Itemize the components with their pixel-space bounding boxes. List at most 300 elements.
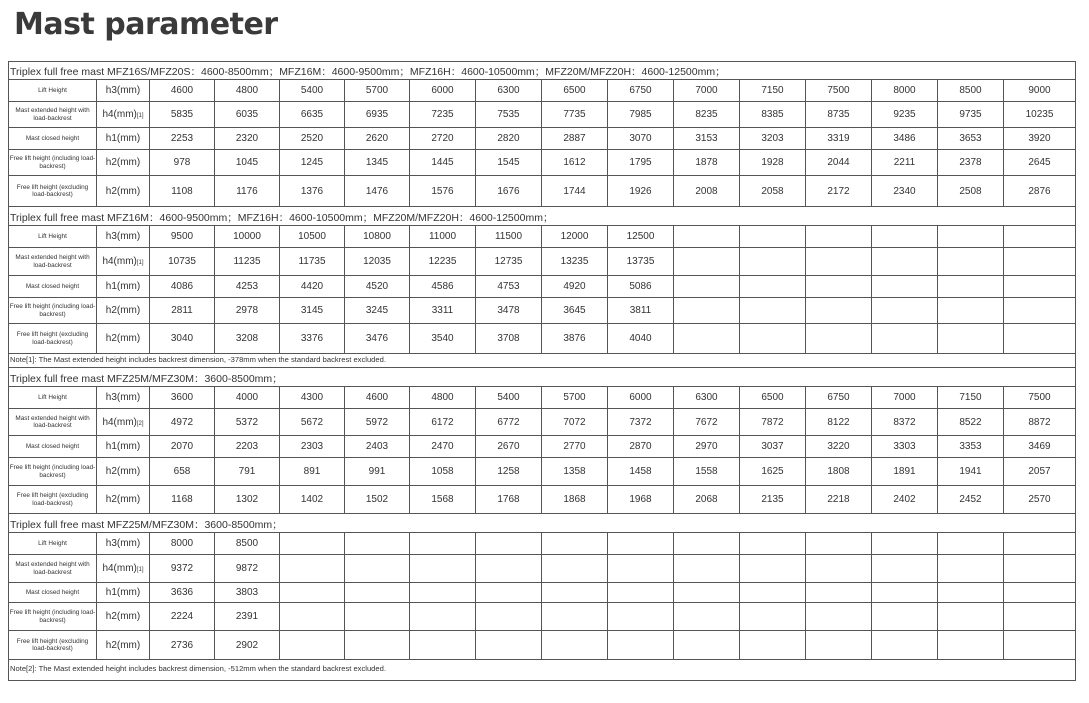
value-cell: 2452 (938, 486, 1004, 514)
value-cell: 6300 (674, 387, 740, 409)
row-label: Free lift height (excluding load-backrest) (9, 176, 97, 207)
value-cell (608, 533, 674, 555)
value-cell: 1108 (150, 176, 215, 207)
table-row (9, 176, 1076, 207)
value-cell (674, 603, 740, 631)
value-cell (674, 248, 740, 276)
row-label: Lift Height (9, 387, 97, 409)
table-row (9, 555, 1076, 583)
value-cell: 2508 (938, 176, 1004, 207)
value-cell: 4586 (410, 276, 476, 298)
value-cell (938, 324, 1004, 354)
value-cell: 6750 (608, 80, 674, 102)
param-symbol: h1(mm) (105, 133, 141, 144)
value-cell: 2736 (150, 631, 215, 660)
param-cell (97, 80, 150, 102)
value-cell: 3486 (872, 128, 938, 150)
table-row (9, 583, 1076, 603)
value-cell: 3600 (150, 387, 215, 409)
value-cell: 1458 (608, 458, 674, 486)
row-label: Free lift height (excluding load-backrest) (9, 486, 97, 514)
table-row (9, 458, 1076, 486)
value-cell: 8000 (150, 533, 215, 555)
value-cell (1004, 603, 1076, 631)
value-cell: 5972 (345, 409, 410, 436)
value-cell: 10800 (345, 226, 410, 248)
value-cell: 7150 (938, 387, 1004, 409)
value-cell: 11735 (280, 248, 345, 276)
param-symbol: h3(mm) (105, 538, 141, 549)
value-cell: 3636 (150, 583, 215, 603)
value-cell (674, 324, 740, 354)
value-cell: 2470 (410, 436, 476, 458)
value-cell (740, 631, 806, 660)
value-cell: 2811 (150, 298, 215, 324)
value-cell (806, 298, 872, 324)
value-cell: 3920 (1004, 128, 1076, 150)
value-cell: 9500 (150, 226, 215, 248)
param-symbol: h3(mm) (105, 85, 141, 96)
value-cell: 7985 (608, 102, 674, 128)
value-cell (872, 583, 938, 603)
value-cell: 2978 (215, 298, 280, 324)
value-cell: 4253 (215, 276, 280, 298)
value-cell (674, 298, 740, 324)
value-cell (1004, 533, 1076, 555)
value-cell: 3220 (806, 436, 872, 458)
value-cell (542, 533, 608, 555)
value-cell: 5372 (215, 409, 280, 436)
value-cell: 4753 (476, 276, 542, 298)
value-cell: 3376 (280, 324, 345, 354)
value-cell (674, 533, 740, 555)
value-cell (1004, 583, 1076, 603)
param-symbol: h2(mm) (105, 611, 141, 622)
value-cell: 2645 (1004, 150, 1076, 176)
note-marker: [1] (136, 113, 144, 119)
value-cell: 1245 (280, 150, 345, 176)
table-row (9, 603, 1076, 631)
row-label: Mast extended height with load-backrest (9, 409, 97, 436)
value-cell: 1545 (476, 150, 542, 176)
value-cell: 3653 (938, 128, 1004, 150)
value-cell: 5086 (608, 276, 674, 298)
value-cell: 3645 (542, 298, 608, 324)
value-cell: 3203 (740, 128, 806, 150)
value-cell: 1568 (410, 486, 476, 514)
table-row (9, 324, 1076, 354)
param-symbol: h2(mm) (105, 157, 141, 168)
value-cell (806, 603, 872, 631)
value-cell: 12735 (476, 248, 542, 276)
value-cell (872, 276, 938, 298)
value-cell (674, 276, 740, 298)
param-cell (97, 631, 150, 660)
value-cell: 4600 (150, 80, 215, 102)
value-cell: 4800 (410, 387, 476, 409)
value-cell (938, 248, 1004, 276)
param-symbol: h4(mm) (102, 563, 137, 574)
value-cell (938, 298, 1004, 324)
value-cell: 3478 (476, 298, 542, 324)
value-cell: 7150 (740, 80, 806, 102)
value-cell: 2620 (345, 128, 410, 150)
value-cell: 4520 (345, 276, 410, 298)
param-symbol: h2(mm) (105, 305, 141, 316)
value-cell: 6750 (806, 387, 872, 409)
row-label: Free lift height (excluding load-backrest) (9, 324, 97, 354)
row-label: Mast closed height (9, 436, 97, 458)
value-cell: 6000 (410, 80, 476, 102)
param-cell (97, 387, 150, 409)
section-heading-1: Triplex full free mast MFZ16S/MFZ20S：4600-8500mm；MFZ16M：4600-9500mm；MFZ16H：4600-10500mm；MFZ20M/MFZ20H：4600-12500mm； (10, 66, 726, 78)
value-cell: 5835 (150, 102, 215, 128)
value-cell: 1744 (542, 176, 608, 207)
table-row (9, 150, 1076, 176)
row-label: Mast extended height with load-backrest (9, 248, 97, 276)
value-cell: 1258 (476, 458, 542, 486)
row-label: Mast closed height (9, 128, 97, 150)
value-cell (872, 555, 938, 583)
value-cell: 8235 (674, 102, 740, 128)
value-cell (806, 226, 872, 248)
value-cell: 1926 (608, 176, 674, 207)
param-symbol: h2(mm) (105, 494, 141, 505)
page-title: Mast parameter (14, 7, 278, 42)
value-cell: 3876 (542, 324, 608, 354)
param-cell (97, 436, 150, 458)
table-row (9, 387, 1076, 409)
value-cell (740, 324, 806, 354)
note-marker: [1] (136, 260, 144, 266)
value-cell: 11235 (215, 248, 280, 276)
value-cell (410, 603, 476, 631)
value-cell: 8122 (806, 409, 872, 436)
table-row (9, 409, 1076, 436)
value-cell: 6635 (280, 102, 345, 128)
value-cell: 1402 (280, 486, 345, 514)
value-cell: 6172 (410, 409, 476, 436)
table-row (9, 631, 1076, 660)
value-cell (872, 226, 938, 248)
value-cell: 5672 (280, 409, 345, 436)
table-row (9, 276, 1076, 298)
value-cell: 2070 (150, 436, 215, 458)
value-cell: 2135 (740, 486, 806, 514)
value-cell: 7235 (410, 102, 476, 128)
value-cell: 3476 (345, 324, 410, 354)
value-cell (806, 555, 872, 583)
value-cell: 13235 (542, 248, 608, 276)
value-cell: 12000 (542, 226, 608, 248)
value-cell: 1808 (806, 458, 872, 486)
value-cell (410, 631, 476, 660)
value-cell (1004, 324, 1076, 354)
value-cell (806, 248, 872, 276)
value-cell: 2770 (542, 436, 608, 458)
value-cell: 6000 (608, 387, 674, 409)
value-cell: 2044 (806, 150, 872, 176)
param-symbol: h2(mm) (105, 333, 141, 344)
param-cell (97, 409, 150, 436)
param-symbol: h1(mm) (105, 587, 141, 598)
row-label: Lift Height (9, 226, 97, 248)
mast-table-2 (8, 225, 1076, 354)
value-cell: 2320 (215, 128, 280, 150)
row-label: Free lift height (including load-backrest) (9, 150, 97, 176)
value-cell: 9872 (215, 555, 280, 583)
value-cell: 1302 (215, 486, 280, 514)
value-cell: 1768 (476, 486, 542, 514)
section-heading-3: Triplex full free mast MFZ25M/MFZ30M：3600-8500mm； (10, 373, 283, 385)
value-cell: 1612 (542, 150, 608, 176)
value-cell: 8872 (1004, 409, 1076, 436)
value-cell (740, 555, 806, 583)
divider (8, 367, 1076, 368)
value-cell: 2670 (476, 436, 542, 458)
value-cell: 1358 (542, 458, 608, 486)
value-cell: 1058 (410, 458, 476, 486)
table-row (9, 436, 1076, 458)
param-symbol: h1(mm) (105, 441, 141, 452)
value-cell: 3040 (150, 324, 215, 354)
value-cell: 12500 (608, 226, 674, 248)
param-cell (97, 486, 150, 514)
value-cell: 1928 (740, 150, 806, 176)
value-cell: 7535 (476, 102, 542, 128)
value-cell: 6935 (345, 102, 410, 128)
value-cell (1004, 631, 1076, 660)
value-cell (938, 533, 1004, 555)
value-cell (938, 603, 1004, 631)
value-cell: 7500 (1004, 387, 1076, 409)
row-label: Mast extended height with load-backrest (9, 555, 97, 583)
param-cell (97, 102, 150, 128)
note-2: Note[2]: The Mast extended height includes backrest dimension, -512mm when the standard backrest excluded. (10, 664, 386, 673)
value-cell: 3303 (872, 436, 938, 458)
param-cell (97, 226, 150, 248)
value-cell: 5400 (476, 387, 542, 409)
value-cell (410, 555, 476, 583)
value-cell (872, 533, 938, 555)
value-cell: 1045 (215, 150, 280, 176)
value-cell (1004, 248, 1076, 276)
value-cell: 10000 (215, 226, 280, 248)
value-cell: 3469 (1004, 436, 1076, 458)
param-cell (97, 533, 150, 555)
param-symbol: h2(mm) (105, 185, 141, 197)
value-cell (872, 298, 938, 324)
value-cell: 3153 (674, 128, 740, 150)
value-cell (674, 631, 740, 660)
row-label: Free lift height (including load-backrest) (9, 603, 97, 631)
param-symbol: h2(mm) (105, 466, 141, 477)
value-cell (280, 583, 345, 603)
value-cell (476, 603, 542, 631)
value-cell: 8500 (215, 533, 280, 555)
param-cell (97, 603, 150, 631)
value-cell: 4920 (542, 276, 608, 298)
value-cell: 2218 (806, 486, 872, 514)
param-symbol: h1(mm) (105, 281, 141, 292)
value-cell (740, 248, 806, 276)
value-cell: 7000 (674, 80, 740, 102)
value-cell: 4040 (608, 324, 674, 354)
param-cell (97, 583, 150, 603)
value-cell: 8522 (938, 409, 1004, 436)
value-cell: 2876 (1004, 176, 1076, 207)
param-symbol: h3(mm) (105, 392, 141, 403)
param-symbol: h2(mm) (105, 639, 141, 651)
value-cell: 3803 (215, 583, 280, 603)
value-cell: 6300 (476, 80, 542, 102)
value-cell (740, 226, 806, 248)
value-cell (476, 555, 542, 583)
value-cell: 3540 (410, 324, 476, 354)
value-cell: 9000 (1004, 80, 1076, 102)
value-cell: 3070 (608, 128, 674, 150)
value-cell: 7672 (674, 409, 740, 436)
value-cell: 2870 (608, 436, 674, 458)
param-cell (97, 128, 150, 150)
value-cell: 2068 (674, 486, 740, 514)
value-cell: 8372 (872, 409, 938, 436)
value-cell: 12235 (410, 248, 476, 276)
row-label: Free lift height (including load-backrest) (9, 298, 97, 324)
value-cell: 7000 (872, 387, 938, 409)
value-cell (476, 583, 542, 603)
value-cell: 6500 (740, 387, 806, 409)
value-cell: 2058 (740, 176, 806, 207)
value-cell (280, 533, 345, 555)
value-cell (1004, 226, 1076, 248)
value-cell: 9735 (938, 102, 1004, 128)
value-cell: 2057 (1004, 458, 1076, 486)
value-cell: 4300 (280, 387, 345, 409)
value-cell: 791 (215, 458, 280, 486)
value-cell: 7072 (542, 409, 608, 436)
value-cell (542, 583, 608, 603)
value-cell: 1376 (280, 176, 345, 207)
value-cell: 1968 (608, 486, 674, 514)
value-cell (345, 555, 410, 583)
value-cell (938, 276, 1004, 298)
value-cell (542, 603, 608, 631)
value-cell: 3708 (476, 324, 542, 354)
value-cell (476, 631, 542, 660)
value-cell: 3353 (938, 436, 1004, 458)
value-cell: 3037 (740, 436, 806, 458)
value-cell: 8385 (740, 102, 806, 128)
value-cell: 891 (280, 458, 345, 486)
value-cell: 2570 (1004, 486, 1076, 514)
value-cell: 4800 (215, 80, 280, 102)
row-label: Lift Height (9, 533, 97, 555)
value-cell: 2303 (280, 436, 345, 458)
value-cell (938, 555, 1004, 583)
value-cell: 1502 (345, 486, 410, 514)
value-cell: 3319 (806, 128, 872, 150)
value-cell: 991 (345, 458, 410, 486)
value-cell: 2902 (215, 631, 280, 660)
param-cell (97, 555, 150, 583)
value-cell (542, 631, 608, 660)
value-cell: 5700 (345, 80, 410, 102)
section-heading-2: Triplex full free mast MFZ16M：4600-9500mm；MFZ16H：4600-10500mm；MFZ20M/MFZ20H：4600-12500mm； (10, 212, 554, 224)
value-cell (542, 555, 608, 583)
table-row (9, 533, 1076, 555)
value-cell: 9235 (872, 102, 938, 128)
value-cell (476, 533, 542, 555)
row-label: Mast extended height with load-backrest (9, 102, 97, 128)
note-marker: [1] (136, 567, 144, 573)
value-cell (806, 533, 872, 555)
table-row (9, 248, 1076, 276)
param-cell (97, 276, 150, 298)
value-cell: 1558 (674, 458, 740, 486)
value-cell: 9372 (150, 555, 215, 583)
value-cell: 5400 (280, 80, 345, 102)
value-cell: 8735 (806, 102, 872, 128)
value-cell (608, 631, 674, 660)
table-row (9, 486, 1076, 514)
value-cell: 6772 (476, 409, 542, 436)
value-cell (872, 631, 938, 660)
value-cell: 4600 (345, 387, 410, 409)
value-cell: 1891 (872, 458, 938, 486)
table-row (9, 226, 1076, 248)
value-cell: 8500 (938, 80, 1004, 102)
table-row (9, 80, 1076, 102)
value-cell: 2224 (150, 603, 215, 631)
value-cell (872, 603, 938, 631)
section-heading-4: Triplex full free mast MFZ25M/MFZ30M：3600-8500mm； (10, 519, 283, 531)
value-cell (938, 226, 1004, 248)
value-cell (806, 276, 872, 298)
value-cell: 10500 (280, 226, 345, 248)
value-cell: 2970 (674, 436, 740, 458)
value-cell (608, 603, 674, 631)
value-cell: 1476 (345, 176, 410, 207)
value-cell (345, 631, 410, 660)
param-cell (97, 150, 150, 176)
value-cell: 6500 (542, 80, 608, 102)
value-cell: 4972 (150, 409, 215, 436)
value-cell (1004, 555, 1076, 583)
value-cell: 1878 (674, 150, 740, 176)
param-symbol: h4(mm) (102, 256, 137, 267)
value-cell: 4086 (150, 276, 215, 298)
value-cell: 658 (150, 458, 215, 486)
mast-table-1 (8, 79, 1076, 207)
value-cell: 2391 (215, 603, 280, 631)
param-cell (97, 248, 150, 276)
value-cell: 10735 (150, 248, 215, 276)
row-label: Free lift height (including load-backrest) (9, 458, 97, 486)
table-row (9, 102, 1076, 128)
value-cell (410, 533, 476, 555)
param-cell (97, 458, 150, 486)
row-label: Free lift height (excluding load-backrest) (9, 631, 97, 660)
table-row (9, 128, 1076, 150)
value-cell (280, 603, 345, 631)
value-cell (1004, 276, 1076, 298)
note-marker: [2] (136, 420, 144, 427)
value-cell: 2820 (476, 128, 542, 150)
param-cell (97, 298, 150, 324)
value-cell (280, 555, 345, 583)
value-cell: 2402 (872, 486, 938, 514)
